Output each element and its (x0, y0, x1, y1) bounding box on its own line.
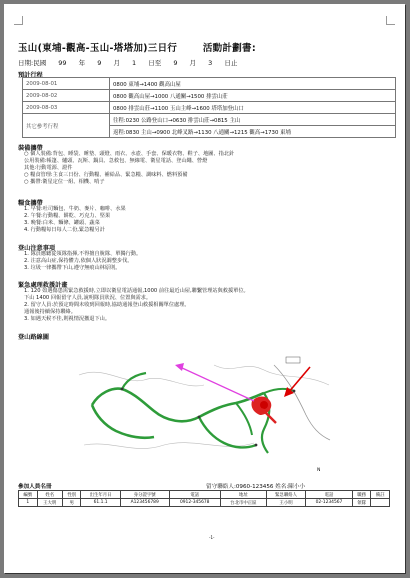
table-row (23, 114, 396, 126)
itinerary-date: 2009-08-01 (23, 78, 110, 90)
date-value: 1 (132, 59, 137, 67)
list-item: ○ 攜帶:衛星定位一組、相機、哨子 (24, 179, 105, 186)
itinerary-route: 0800 排雲山莊→1100 玉山主峰→1600 塔塔加登山口 (110, 102, 396, 114)
table-cell: A123456789 (120, 499, 169, 507)
date-label: 日至 (148, 59, 162, 67)
list-item: 2. 午餐:行動糧、餅乾、巧克力、堅果 (24, 213, 111, 220)
list-item: 2. 留守人員:於預定時間未收到回報時,協助通報登山救援相關單位處理。 (24, 302, 190, 309)
trail-line (122, 373, 146, 389)
crop-mark (386, 16, 395, 25)
list-item: 2. 注意高山症,保持體力,依個人狀況調整步伐。 (24, 258, 133, 265)
pink-arrow-shaft (180, 367, 254, 401)
table-cell: 王大明 (37, 499, 62, 507)
section-heading-roster: 參加人員名冊 (18, 484, 52, 490)
column-header: 出生年月日 (81, 491, 120, 499)
list-item: 1. 隊員應聽從領隊指揮,不得擅自脫隊、單獨行動。 (24, 251, 142, 257)
place-marker (198, 416, 201, 419)
table-spacer (19, 507, 390, 522)
trail-line (92, 405, 154, 438)
map-north-note: N (317, 468, 321, 473)
date-label: 年 (78, 59, 86, 67)
table-cell: 61.1.1 (81, 499, 120, 507)
map-label-box (286, 357, 300, 363)
document-title: 玉山(東埔-觀高-玉山-塔塔加)三日行 (18, 43, 178, 54)
title-row (18, 40, 256, 54)
roster-table (18, 490, 390, 521)
pink-arrow-head (175, 363, 184, 371)
column-header: 電話 (306, 491, 353, 499)
itinerary-date: 其它參考行程 (23, 114, 110, 138)
table-row (19, 507, 390, 522)
gear-list (24, 151, 234, 186)
table-cell: 02-1234567 (306, 499, 353, 507)
summit-marker (260, 401, 268, 409)
document-page (4, 4, 405, 573)
section-heading-itinerary: 預計行程 (18, 72, 43, 79)
rules-list (24, 251, 141, 272)
section-heading-map: 登山路線圖 (18, 334, 49, 341)
list-item: 通報後持續保持聯絡。 (24, 309, 76, 316)
list-item: ○ 糧食管理:主食三日份、行動糧、補給品、緊急糧、調味料、燃料預備 (24, 172, 188, 179)
column-header: 備註 (371, 491, 390, 499)
list-item: 4. 行動糧每日每人二份,緊急糧另計 (24, 227, 105, 234)
table-row (23, 90, 396, 102)
list-item: 公用裝備:帳篷、爐頭、瓦斯、鍋具、急救包、無線電、衛星電話、登山繩、營燈 (24, 158, 208, 165)
page-number: -1- (209, 535, 215, 540)
date-value: 99 (58, 59, 67, 67)
section-heading-emergency: 緊急處理救援計畫 (18, 282, 68, 289)
section-heading-rules: 登山注意事項 (18, 245, 56, 252)
list-item: 下山 1400 回報留守人員,說明隊員狀況、位置與需求。 (24, 295, 152, 302)
list-item: 3. 垃圾一律攜帶下山,遵守無痕山林原則。 (24, 265, 121, 272)
column-header: 電話 (169, 491, 220, 499)
list-item: 其他:行動電源、證件 (24, 165, 73, 172)
column-header: 姓名 (37, 491, 62, 499)
itinerary-route: 0800 觀高山屋→1000 八通關→1500 排雲山莊 (110, 90, 396, 102)
list-item: 1. 120 如遇傷患需緊急救援時,立即以衛星電話通報,1000 前往最近山屋,聯繫管理站與救援單位。 (24, 288, 249, 294)
date-label: 日期:民國 (18, 59, 47, 67)
column-header: 身分證字號 (120, 491, 169, 499)
terrain-line (214, 365, 329, 385)
itinerary-table (22, 77, 396, 138)
list-item: 1. 早餐:吐司麵包、牛奶、麥片、咖啡、水果 (24, 206, 126, 212)
route-map (74, 345, 336, 463)
section-heading-gear: 裝備攜帶 (18, 145, 43, 152)
table-header-row (19, 491, 390, 499)
itinerary-date: 2009-08-03 (23, 102, 110, 114)
table-row (19, 499, 390, 507)
date-label: 月 (113, 59, 120, 67)
column-header: 地址 (220, 491, 266, 499)
column-header: 性別 (62, 491, 81, 499)
place-marker (293, 390, 296, 393)
list-item: 3. 晚餐:白米、麵條、罐頭、蔬菜 (24, 220, 100, 227)
red-arrow-shaft (288, 367, 310, 393)
date-value: 9 (97, 59, 102, 67)
emergency-list (24, 288, 249, 323)
itinerary-route: 往程:0230 公路登山口→0630 排雲山莊→0815 主山 (110, 114, 396, 126)
roster-contact: 留守聯絡人:0960-123456 姓名:陳小小 (206, 484, 306, 490)
itinerary-route: 返程:0830 主山→0900 北峰叉路→1130 八通關→1215 觀高→1730 東埔 (110, 126, 396, 138)
column-header: 緊急聯絡人 (266, 491, 305, 499)
section-heading-food: 糧食攜帶 (18, 200, 43, 207)
date-label: 日止 (224, 59, 238, 67)
itinerary-date: 2009-08-02 (23, 90, 110, 102)
table-row (23, 102, 396, 114)
table-cell: 0912-345678 (169, 499, 220, 507)
place-marker (255, 444, 258, 447)
column-header: 職務 (352, 491, 371, 499)
date-value: 9 (173, 59, 178, 67)
table-cell: 領隊 (352, 499, 371, 507)
table-row (23, 78, 396, 90)
itinerary-route: 0800 東埔→1400 觀高山屋 (110, 78, 396, 90)
date-line (18, 58, 247, 67)
date-label: 月 (189, 59, 197, 67)
date-value: 3 (208, 59, 213, 67)
crop-mark (14, 16, 23, 25)
document-subtitle: 活動計劃書: (202, 43, 256, 54)
place-marker (121, 388, 124, 391)
table-cell: 台北市中正區 (220, 499, 266, 507)
trail-line (236, 403, 252, 435)
list-item: ○ 個人裝備:背包、睡袋、睡墊、頭燈、雨衣、水壺、手套、保暖衣物、鞋子、地圖、指北針 (24, 151, 235, 157)
column-header: 編號 (19, 491, 38, 499)
table-cell (371, 499, 390, 507)
table-cell: 1 (19, 499, 38, 507)
table-cell: 男 (62, 499, 81, 507)
list-item: 3. 如遇天候不佳,則視情況撤退下山。 (24, 316, 111, 323)
table-cell: 王小明 (266, 499, 305, 507)
food-list (24, 206, 126, 234)
